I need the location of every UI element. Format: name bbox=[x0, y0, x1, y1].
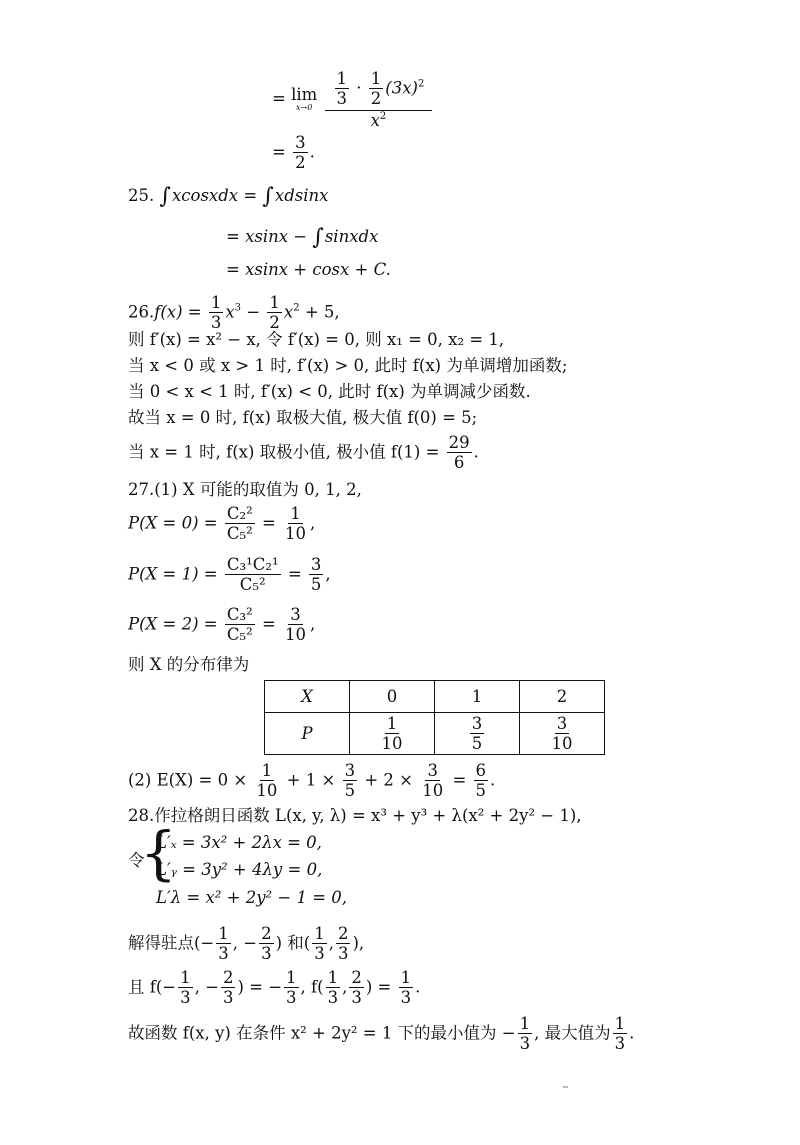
limit-result: = $\frac{3}{2}$ . bbox=[272, 133, 315, 173]
p28-lagrange: 28.作拉格朗日函数 L(x, y, λ) = x³ + y³ + λ(x² + 2y² − 1), bbox=[128, 806, 582, 825]
limit-fraction: $\frac{1}{3}$ · $\frac{1}{2}$ $(3x)^2$ $x^2$ bbox=[325, 70, 433, 129]
p25-line1: 25. ∫xcosxdx = ∫xdsinx bbox=[128, 184, 329, 209]
p27-table-intro: 则 X 的分布律为 bbox=[128, 655, 250, 674]
lim-operator: lim x→0 bbox=[291, 85, 318, 112]
p27-expectation: (2) E(X) = 0 × $\frac{1}{10}$ + 1 × $\frac{3}{5}$ + 2 × $\frac{3}{10}$ = $\frac{6}{5}$ . bbox=[128, 761, 496, 801]
p28-conclusion: 故函数 f(x, y) 在条件 x² + 2y² = 1 下的最小值为 − $\frac{1}{3}$ , 最大值为 $\frac{1}{3}$ . bbox=[128, 1014, 635, 1054]
p26-line3: 当 x < 0 或 x > 1 时, f′(x) > 0, 此时 f(x) 为单调增加函数; bbox=[128, 356, 568, 375]
p27-prob-0: P(X = 0) = $\frac{\text{C₂²}}{\text{C₅²}}$ = $\frac{1}{10}$ , bbox=[128, 504, 316, 544]
limit-expression: = lim x→0 $\frac{1}{3}$ · $\frac{1}{2}$ $(3x)^2$ $x^2$ bbox=[272, 70, 434, 129]
p26-line2: 则 f′(x) = x² − x, 令 f′(x) = 0, 则 x₁ = 0, x₂ = 1, bbox=[128, 330, 505, 349]
table-cell: $\frac{1}{10}$ bbox=[350, 713, 435, 755]
table-header-cell: 0 bbox=[350, 681, 435, 713]
p28-values: 且 f(− $\frac{1}{3}$ , − $\frac{2}{3}$ ) = − $\frac{1}{3}$ , f( $\frac{1}{3}$ , $\frac{2}{3}$ ) = $\frac{1}{3}$ . bbox=[128, 968, 421, 1008]
p28-eq2: L′ᵧ = 3y² + 4λy = 0, bbox=[156, 860, 323, 879]
p28-eq1: L′ₓ = 3x² + 2λx = 0, bbox=[156, 833, 322, 852]
table-header-cell: 2 bbox=[520, 681, 605, 713]
p28-ling: 令 bbox=[128, 851, 145, 870]
scan-mark bbox=[563, 1086, 568, 1088]
table-cell: $\frac{3}{10}$ bbox=[520, 713, 605, 755]
table-header-cell: 1 bbox=[435, 681, 520, 713]
table-row bbox=[265, 713, 605, 755]
p26-definition: 26.f(x) = $\frac{1}{3}$ $x^3$ − $\frac{1}{2}$ $x^2 + 5$, bbox=[128, 293, 340, 333]
distribution-table bbox=[264, 680, 605, 755]
p26-line6: 当 x = 1 时, f(x) 取极小值, 极小值 f(1) = $\frac{29}{6}$ . bbox=[128, 433, 479, 473]
p26-line5: 故当 x = 0 时, f(x) 取极大值, 极大值 f(0) = 5; bbox=[128, 408, 478, 427]
p27-intro: 27.(1) X 可能的取值为 0, 1, 2, bbox=[128, 480, 362, 499]
integral-sign: ∫ bbox=[159, 184, 171, 209]
table-label-p: P bbox=[265, 713, 350, 755]
table-cell: $\frac{3}{5}$ bbox=[435, 713, 520, 755]
table-header-x: X bbox=[265, 681, 350, 713]
p26-line4: 当 0 < x < 1 时, f′(x) < 0, 此时 f(x) 为单调减少函数. bbox=[128, 382, 531, 401]
p28-eq3: L′λ = x² + 2y² − 1 = 0, bbox=[156, 888, 348, 907]
p25-line2: = xsinx − ∫sinxdx bbox=[226, 225, 379, 250]
p25-line3: = xsinx + cosx + C. bbox=[226, 260, 391, 279]
p27-prob-2: P(X = 2) = $\frac{\text{C₃²}}{\text{C₅²}}$ = $\frac{3}{10}$ , bbox=[128, 605, 316, 645]
p28-stationary: 解得驻点(− $\frac{1}{3}$ , − $\frac{2}{3}$ ) 和( $\frac{1}{3}$ , $\frac{2}{3}$ ), bbox=[128, 924, 365, 964]
p27-prob-1: P(X = 1) = $\frac{\text{C₃¹C₂¹}}{\text{C₅²}}$ = $\frac{3}{5}$ , bbox=[128, 555, 331, 595]
table-row bbox=[265, 681, 605, 713]
system-brace: { bbox=[140, 819, 177, 887]
